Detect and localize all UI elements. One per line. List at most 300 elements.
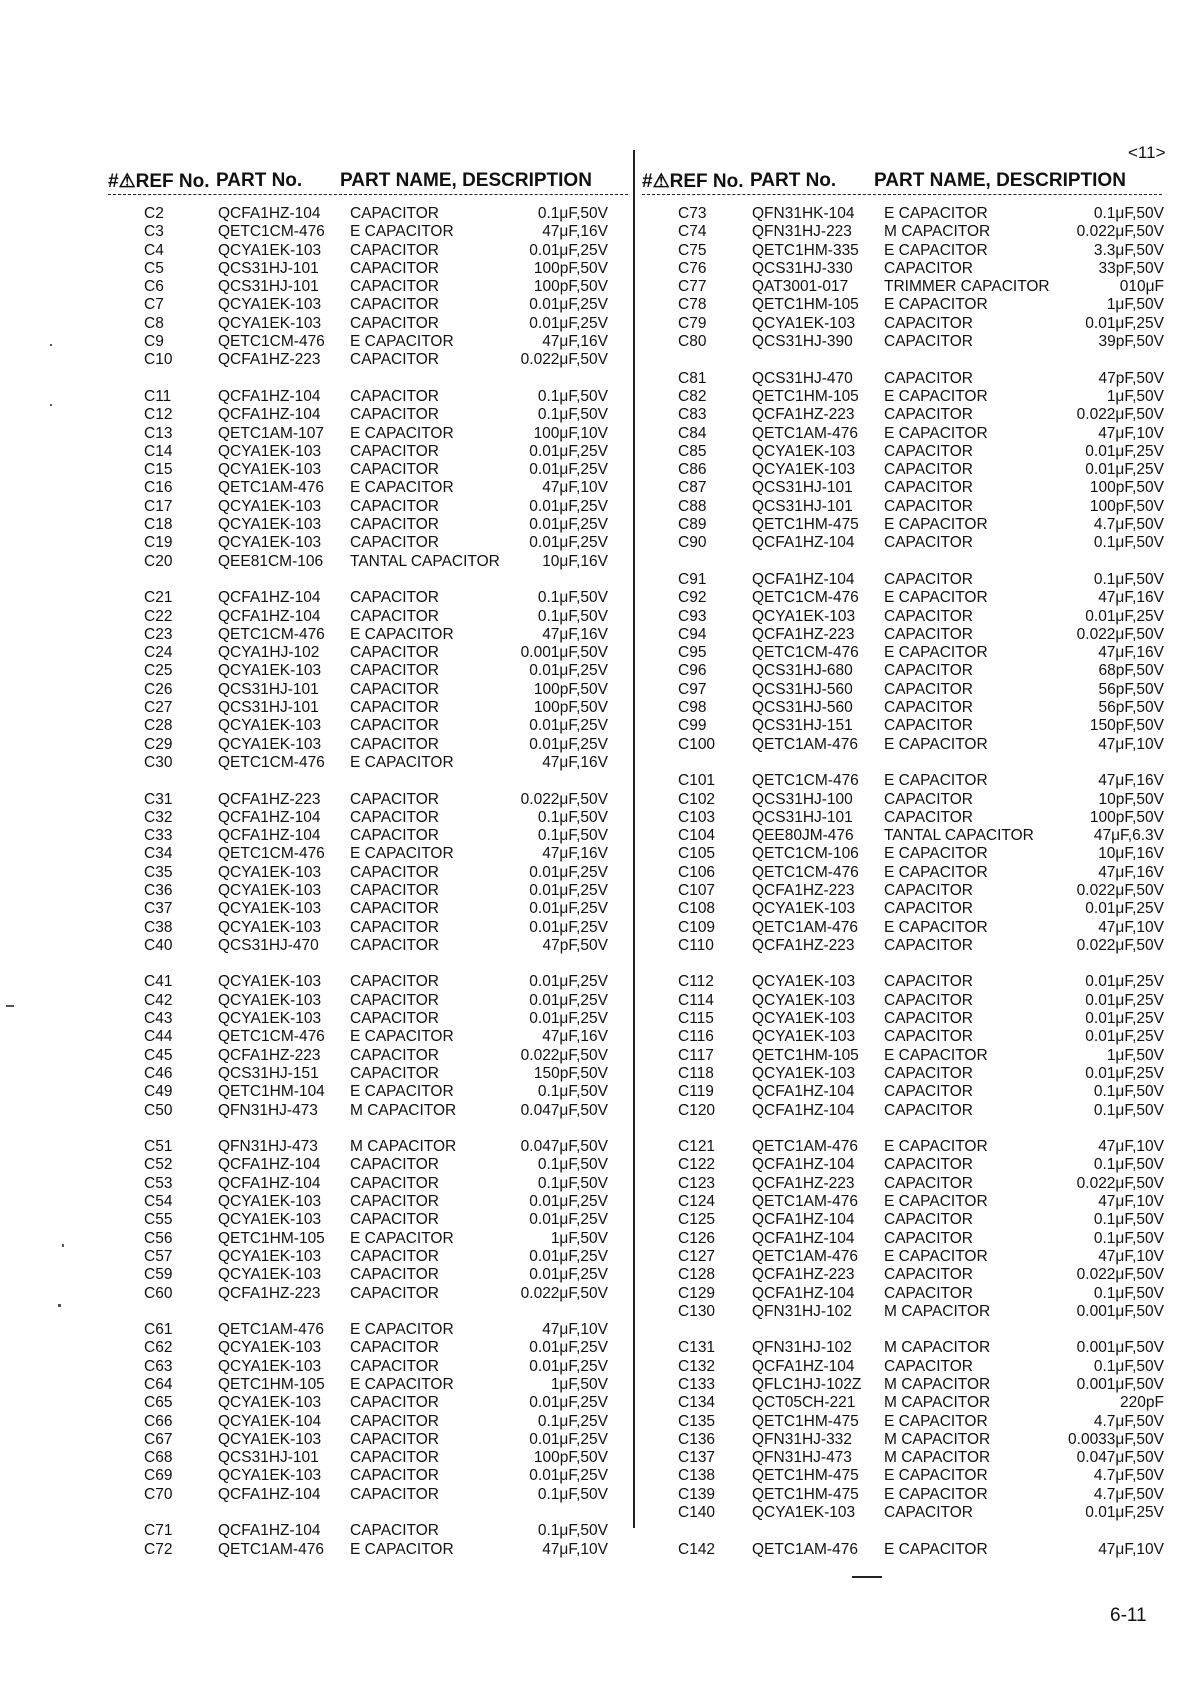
ref-cell: C24 [144,644,173,662]
table-row [108,1028,628,1046]
ref-cell: C46 [144,1064,173,1082]
ref-cell: C138 [678,1467,716,1485]
part-name-cell: CAPACITOR [884,497,973,515]
value-cell: 0.1μF,50V [1093,205,1164,222]
value-cell: 0.1μF,50V [1093,1156,1164,1174]
value-cell: 0.0033μF,50V [1068,1430,1164,1448]
table-row [108,260,628,278]
value-cell: 0.1μF,50V [537,387,608,405]
part-no-cell: QCFA1HZ-104 [752,1156,855,1174]
value-cell: 100pF,50V [533,680,608,698]
part-name-cell: CAPACITOR [350,534,439,552]
value-cell: 0.01μF,25V [529,1339,608,1357]
part-name-cell: E CAPACITOR [884,1412,988,1430]
ref-cell: C124 [678,1193,716,1211]
part-no-cell: QETC1HM-475 [752,1485,859,1503]
part-name-cell: CAPACITOR [350,406,439,424]
part-no-cell: QCS31HJ-330 [752,259,853,277]
value-cell: 47μF,10V [1098,735,1164,753]
ref-cell: C54 [144,1193,173,1211]
part-name-cell: CAPACITOR [350,314,439,332]
table-row [108,1010,628,1028]
part-name-cell: CAPACITOR [884,625,973,643]
part-no-cell: QETC1CM-476 [218,333,325,351]
value-cell: 0.001μF,50V [1076,1376,1164,1393]
ref-cell: C32 [144,808,173,826]
part-name-cell: CAPACITOR [884,1211,973,1229]
table-row [108,1394,628,1412]
part-no-cell: QCFA1HZ-223 [752,881,855,899]
part-no-cell: QETC1HM-105 [752,296,859,314]
part-name-cell: CAPACITOR [350,1046,439,1064]
part-no-cell: QCYA1EK-103 [752,900,856,918]
table-row [108,1285,628,1303]
part-no-cell: QFN31HJ-102 [752,1302,852,1320]
part-name-cell: E CAPACITOR [350,1321,454,1339]
table-row [108,1156,628,1174]
ref-cell: C86 [678,461,707,479]
part-no-cell: QCS31HJ-470 [218,936,319,954]
table-row [642,296,1162,314]
ref-cell: C6 [144,278,164,296]
part-no-cell: QETC1AM-476 [752,1193,858,1211]
header-description: PART NAME, DESCRIPTION [340,170,592,191]
part-name-cell: CAPACITOR [884,1504,973,1522]
ref-cell: C95 [678,644,707,662]
ref-cell: C117 [678,1046,714,1064]
value-cell: 0.1μF,50V [1093,534,1164,552]
ref-cell: C134 [678,1394,716,1412]
scan-mark [50,344,52,346]
ref-cell: C93 [678,607,707,625]
ref-cell: C129 [678,1284,716,1302]
ref-cell: C110 [678,936,714,954]
part-no-cell: QCYA1EK-103 [218,1193,322,1211]
part-no-cell: QCFA1HZ-223 [218,351,321,369]
part-name-cell: E CAPACITOR [884,1540,988,1558]
value-cell: 47pF,50V [1098,369,1164,387]
table-row [642,937,1162,955]
table-row [108,1321,628,1339]
part-no-cell: QETC1HM-105 [752,1046,859,1064]
part-name-cell: CAPACITOR [884,1174,973,1192]
ref-cell: C28 [144,717,173,735]
scan-mark [58,1304,61,1307]
value-cell: 0.1μF,50V [537,1174,608,1192]
table-row [642,388,1162,406]
table-row [108,461,628,479]
part-no-cell: QCYA1EK-103 [218,991,322,1009]
value-cell: 0.01μF,25V [529,314,608,332]
part-name-cell: CAPACITOR [884,1229,973,1247]
part-no-cell: QCS31HJ-101 [218,1449,319,1467]
part-name-cell: E CAPACITOR [884,735,988,753]
value-cell: 1μF,50V [1106,1046,1164,1064]
ref-cell: C30 [144,753,173,771]
part-name-cell: CAPACITOR [350,1449,439,1467]
table-row [108,1504,628,1522]
value-cell: 47μF,10V [1098,1138,1164,1156]
ref-cell: C83 [678,406,707,424]
table-row [108,1211,628,1229]
value-cell: 47μF,10V [542,479,608,497]
part-no-cell: QCYA1EK-103 [752,1028,856,1046]
value-cell: 47μF,16V [1098,772,1164,790]
table-row [642,1102,1162,1120]
ref-cell: C5 [144,259,164,277]
value-cell: 47μF,16V [1098,644,1164,662]
ref-cell: C61 [144,1321,173,1339]
ref-cell: C65 [144,1394,173,1412]
table-row [108,1248,628,1266]
part-name-cell: CAPACITOR [884,479,973,497]
part-no-cell: QCS31HJ-151 [752,717,853,735]
part-name-cell: TANTAL CAPACITOR [884,827,1034,845]
table-row [642,1193,1162,1211]
part-name-cell: E CAPACITOR [350,753,454,771]
value-cell: 47μF,10V [542,1540,608,1558]
ref-cell: C25 [144,662,173,680]
part-no-cell: QETC1HM-475 [752,1412,859,1430]
part-no-cell: QETC1AM-476 [752,1138,858,1156]
value-cell: 0.022μF,50V [520,1284,608,1302]
value-cell: 0.1μF,50V [537,1156,608,1174]
value-cell: 1μF,50V [550,1376,608,1393]
part-no-cell: QAT3001-017 [752,278,849,296]
part-name-cell: E CAPACITOR [350,1028,454,1046]
value-cell: 0.047μF,50V [520,1101,608,1119]
header-part-no: PART No. [216,170,303,191]
value-cell: 0.01μF,25V [529,1010,608,1028]
value-cell: 47μF,10V [1098,1193,1164,1211]
table-row [642,882,1162,900]
ref-cell: C40 [144,936,173,954]
table-row [642,1083,1162,1101]
part-name-cell: CAPACITOR [350,900,439,918]
part-name-cell: CAPACITOR [350,387,439,405]
value-cell: 0.01μF,25V [1085,461,1164,479]
table-row [108,516,628,534]
part-name-cell: CAPACITOR [884,1083,973,1101]
part-name-cell: CAPACITOR [350,680,439,698]
part-name-cell: E CAPACITOR [350,333,454,351]
part-name-cell: E CAPACITOR [350,223,454,241]
part-name-cell: CAPACITOR [350,259,439,277]
part-no-cell: QCYA1EK-103 [218,973,322,991]
part-no-cell: QCFA1HZ-223 [752,406,855,424]
value-cell: 0.1μF,50V [1093,1229,1164,1247]
value-cell: 0.001μF,50V [1076,1339,1164,1357]
ref-cell: C126 [678,1229,716,1247]
ref-cell: C137 [678,1449,716,1467]
ref-cell: C136 [678,1430,716,1448]
ref-cell: C115 [678,1010,714,1028]
part-no-cell: QCYA1EK-103 [218,1247,322,1265]
part-name-cell: CAPACITOR [350,1467,439,1485]
part-name-cell: CAPACITOR [350,278,439,296]
part-no-cell: QCFA1HZ-223 [752,625,855,643]
ref-cell: C67 [144,1430,173,1448]
part-no-cell: QCFA1HZ-104 [218,827,321,845]
scan-mark [62,1244,64,1247]
table-row [642,1230,1162,1248]
table-row [108,772,628,790]
table-row [108,937,628,955]
part-no-cell: QETC1CM-476 [218,223,325,241]
part-name-cell: CAPACITOR [350,1394,439,1412]
part-no-cell: QCFA1HZ-223 [752,1174,855,1192]
value-cell: 0.022μF,50V [1076,1174,1164,1192]
table-row [642,754,1162,772]
table-row [642,351,1162,369]
part-name-cell: CAPACITOR [884,662,973,680]
table-row [108,1339,628,1357]
header-description: PART NAME, DESCRIPTION [874,170,1126,191]
part-name-cell: CAPACITOR [884,314,973,332]
ref-cell: C19 [144,534,173,552]
table-row [108,608,628,626]
part-no-cell: QFN31HJ-332 [752,1430,852,1448]
part-no-cell: QCFA1HZ-104 [752,1211,855,1229]
ref-cell: C142 [678,1540,716,1558]
part-name-cell: CAPACITOR [350,497,439,515]
ref-cell: C98 [678,699,707,717]
ref-cell: C37 [144,900,173,918]
table-row [642,425,1162,443]
table-row [642,498,1162,516]
table-row [642,1248,1162,1266]
table-row [108,791,628,809]
ref-cell: C66 [144,1412,173,1430]
value-cell: 0.01μF,25V [529,1266,608,1284]
part-no-cell: QCYA1EK-103 [752,442,856,460]
value-cell: 0.1μF,50V [1093,1101,1164,1119]
value-cell: 100pF,50V [1089,479,1164,497]
header-ref-no: #⚠REF No. [642,171,744,192]
part-no-cell: QCYA1EK-103 [752,1010,856,1028]
ref-cell: C127 [678,1247,716,1265]
part-name-cell: CAPACITOR [350,1357,439,1375]
part-no-cell: QCFA1HZ-104 [218,406,321,424]
ref-cell: C91 [678,570,707,588]
table-row [642,534,1162,552]
part-no-cell: QCYA1EK-103 [752,1064,856,1082]
part-no-cell: QETC1AM-476 [752,918,858,936]
ref-cell: C88 [678,497,707,515]
part-name-cell: E CAPACITOR [884,772,988,790]
part-name-cell: E CAPACITOR [884,424,988,442]
table-row [108,1358,628,1376]
ref-cell: C105 [678,845,716,863]
table-row [642,1138,1162,1156]
value-cell: 0.01μF,25V [529,662,608,680]
part-no-cell: QETC1HM-475 [752,516,859,534]
part-name-cell: CAPACITOR [350,205,439,222]
part-name-cell: CAPACITOR [884,369,973,387]
part-no-cell: QCYA1EK-103 [218,1211,322,1229]
part-name-cell: CAPACITOR [350,808,439,826]
part-no-cell: QCFA1HZ-104 [218,1174,321,1192]
part-no-cell: QCFA1HZ-104 [218,808,321,826]
value-cell: 47μF,16V [1098,863,1164,881]
value-cell: 0.01μF,25V [529,296,608,314]
part-no-cell: QCYA1EK-103 [218,461,322,479]
value-cell: 0.01μF,25V [529,918,608,936]
ref-cell: C97 [678,680,707,698]
table-row [642,662,1162,680]
value-cell: 47μF,10V [1098,918,1164,936]
ref-cell: C51 [144,1138,173,1156]
part-name-cell: CAPACITOR [884,534,973,552]
value-cell: 47μF,10V [542,1321,608,1339]
part-no-cell: QCS31HJ-151 [218,1064,319,1082]
value-cell: 4.7μF,50V [1093,1467,1164,1485]
value-cell: 68pF,50V [1098,662,1164,680]
table-row [108,992,628,1010]
ref-cell: C99 [678,717,707,735]
ref-cell: C15 [144,461,173,479]
table-row [642,1467,1162,1485]
value-cell: 0.1μF,50V [1093,1284,1164,1302]
ref-cell: C131 [678,1339,716,1357]
part-name-cell: CAPACITOR [884,717,973,735]
value-cell: 47pF,50V [542,936,608,954]
value-cell: 0.01μF,25V [1085,1028,1164,1046]
ref-cell: C101 [678,772,716,790]
part-no-cell: QCYA1EK-103 [218,1467,322,1485]
table-row [108,498,628,516]
part-name-cell: CAPACITOR [350,589,439,607]
part-name-cell: CAPACITOR [884,1284,973,1302]
table-row [642,608,1162,626]
part-name-cell: CAPACITOR [350,351,439,369]
value-cell: 0.1μF,25V [537,1412,608,1430]
value-cell: 47μF,6.3V [1093,827,1164,845]
part-name-cell: CAPACITOR [350,735,439,753]
part-no-cell: QETC1CM-476 [752,589,859,607]
ref-cell: C80 [678,333,707,351]
value-cell: 0.1μF,50V [537,827,608,845]
ref-cell: C20 [144,552,173,570]
table-row [108,1486,628,1504]
value-cell: 0.1μF,50V [1093,570,1164,588]
column-divider [633,150,635,1528]
part-name-cell: CAPACITOR [350,607,439,625]
table-row [108,1541,628,1559]
value-cell: 0.1μF,50V [537,589,608,607]
part-no-cell: QFN31HJ-102 [752,1339,852,1357]
ref-cell: C38 [144,918,173,936]
ref-cell: C18 [144,516,173,534]
value-cell: 0.001μF,50V [1076,1302,1164,1320]
ref-cell: C36 [144,881,173,899]
part-no-cell: QFN31HJ-473 [218,1101,318,1119]
part-no-cell: QCYA1EK-103 [218,1266,322,1284]
ref-cell: C41 [144,973,173,991]
part-name-cell: CAPACITOR [884,680,973,698]
table-row [642,260,1162,278]
value-cell: 0.01μF,25V [529,900,608,918]
part-no-cell: QCYA1EK-103 [218,442,322,460]
part-name-cell: E CAPACITOR [350,845,454,863]
part-name-cell: CAPACITOR [350,1247,439,1265]
table-row [642,809,1162,827]
ref-cell: C2 [144,205,164,222]
ref-cell: C121 [678,1138,716,1156]
value-cell: 0.1μF,50V [537,607,608,625]
table-row [108,900,628,918]
table-row [108,626,628,644]
ref-cell: C62 [144,1339,173,1357]
value-cell: 100pF,50V [1089,497,1164,515]
ref-cell: C70 [144,1485,173,1503]
ref-cell: C23 [144,625,173,643]
ref-cell: C11 [144,387,172,405]
value-cell: 0.1μF,50V [537,1522,608,1540]
part-name-cell: CAPACITOR [350,973,439,991]
table-row [108,1266,628,1284]
part-no-cell: QCS31HJ-560 [752,699,853,717]
part-name-cell: CAPACITOR [350,918,439,936]
part-name-cell: M CAPACITOR [884,1376,991,1393]
table-row [642,205,1162,223]
table-row [108,1303,628,1321]
ref-cell: C84 [678,424,707,442]
part-name-cell: CAPACITOR [350,241,439,259]
value-cell: 0.01μF,25V [529,973,608,991]
ref-cell: C33 [144,827,173,845]
part-no-cell: QCS31HJ-680 [752,662,853,680]
ref-cell: C26 [144,680,173,698]
value-cell: 0.01μF,25V [529,881,608,899]
ref-cell: C92 [678,589,707,607]
ref-cell: C59 [144,1266,173,1284]
ref-cell: C85 [678,442,707,460]
part-name-cell: M CAPACITOR [884,1449,991,1467]
part-no-cell: QCFA1HZ-104 [218,205,321,222]
value-cell: 47μF,16V [542,625,608,643]
table-row [108,388,628,406]
part-name-cell: E CAPACITOR [884,296,988,314]
part-name-cell: E CAPACITOR [884,589,988,607]
ref-cell: C31 [144,790,173,808]
value-cell: 56pF,50V [1098,699,1164,717]
part-name-cell: CAPACITOR [350,1266,439,1284]
value-cell: 0.001μF,50V [520,644,608,662]
ref-cell: C104 [678,827,716,845]
part-no-cell: QCYA1EK-103 [218,863,322,881]
table-row [642,333,1162,351]
part-no-cell: QCFA1HZ-223 [218,1284,321,1302]
value-cell: 0.022μF,50V [520,790,608,808]
table-row [642,736,1162,754]
value-cell: 0.022μF,50V [520,1046,608,1064]
ref-cell: C116 [678,1028,714,1046]
table-row [108,333,628,351]
value-cell: 0.01μF,25V [529,461,608,479]
value-cell: 0.01μF,25V [1085,1010,1164,1028]
part-no-cell: QEE80JM-476 [752,827,854,845]
value-cell: 100pF,50V [533,1449,608,1467]
part-name-cell: M CAPACITOR [884,1339,991,1357]
table-row [642,699,1162,717]
ref-cell: C120 [678,1101,716,1119]
ref-cell: C78 [678,296,707,314]
part-no-cell: QCFA1HZ-104 [218,589,321,607]
value-cell: 0.022μF,50V [520,351,608,369]
part-name-cell: E CAPACITOR [884,1046,988,1064]
value-cell: 47μF,16V [542,845,608,863]
